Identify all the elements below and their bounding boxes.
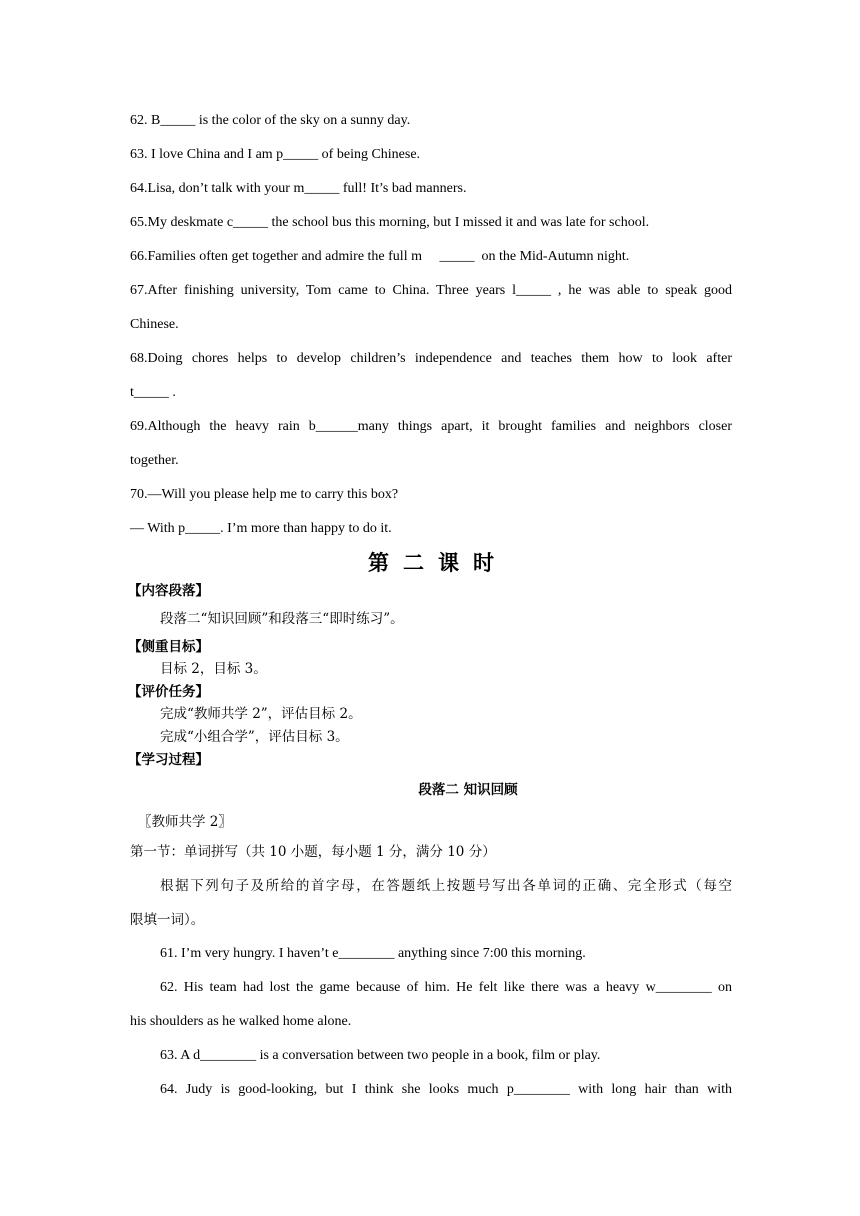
question-65: 65.My deskmate c_____ the school bus this morning, but I missed it and was late for school. [130, 215, 650, 230]
question-67: 67.After finishing university, Tom came to China. Three years l_____ , he was able to speak good [130, 283, 732, 298]
goal-text: 目标 2，目标 3。 [160, 661, 267, 677]
question-69: 69.Although the heavy rain b______many things apart, it brought families and neighbors closer [130, 419, 732, 434]
process-heading: 【学习过程】 [128, 752, 209, 768]
instruction-continued: 限填一词）。 [130, 912, 205, 928]
exercise-62-continued: his shoulders as he walked home alone. [130, 1014, 352, 1029]
task-item-1: 完成“教师共学 2”，评估目标 2。 [160, 706, 362, 722]
exercise-63: 63. A d________ is a conversation between two people in a book, film or play. [160, 1048, 601, 1063]
exercise-64: 64. Judy is good-looking, but I think she looks much p________ with long hair than with [160, 1082, 732, 1097]
question-67-continued: Chinese. [130, 317, 179, 332]
question-70-reply: — With p_____. I’m more than happy to do it. [130, 521, 392, 536]
task-item-2: 完成“小组合学”，评估目标 3。 [160, 729, 349, 745]
question-70: 70.—Will you please help me to carry this box? [130, 487, 399, 502]
task-heading: 【评价任务】 [128, 684, 209, 700]
question-63: 63. I love China and I am p_____ of being Chinese. [130, 147, 421, 162]
question-68-continued: t_____ . [130, 385, 176, 400]
document-page [130, 104, 732, 1107]
subsection-title: 第一节：单词拼写（共 10 小题，每小题 1 分，满分 10 分） [130, 844, 496, 860]
goal-heading: 【侧重目标】 [128, 639, 209, 655]
exercise-61: 61. I’m very hungry. I haven’t e________ anything since 7:00 this morning. [160, 946, 586, 961]
teacher-colearn-label: 〖教师共学 2〗 [138, 814, 232, 830]
content-heading: 【内容段落】 [128, 583, 209, 599]
question-66: 66.Families often get together and admire the full m _____ on the Mid-Autumn night. [130, 249, 630, 264]
question-69-continued: together. [130, 453, 179, 468]
section-title: 段落二 知识回顾 [418, 782, 518, 798]
instruction-text: 根据下列句子及所给的首字母，在答题纸上按题号写出各单词的正确、完全形式（每空 [160, 878, 732, 894]
question-62: 62. B_____ is the color of the sky on a sunny day. [130, 113, 411, 128]
content-text: 段落二“知识回顾”和段落三“即时练习”。 [160, 611, 404, 627]
question-64: 64.Lisa, don’t talk with your m_____ full! It’s bad manners. [130, 181, 467, 196]
lesson-title: 第二课时 [368, 551, 508, 575]
exercise-62: 62. His team had lost the game because of him. He felt like there was a heavy w________ on [160, 980, 732, 995]
question-68: 68.Doing chores helps to develop children’s independence and teaches them how to look after [130, 351, 732, 366]
